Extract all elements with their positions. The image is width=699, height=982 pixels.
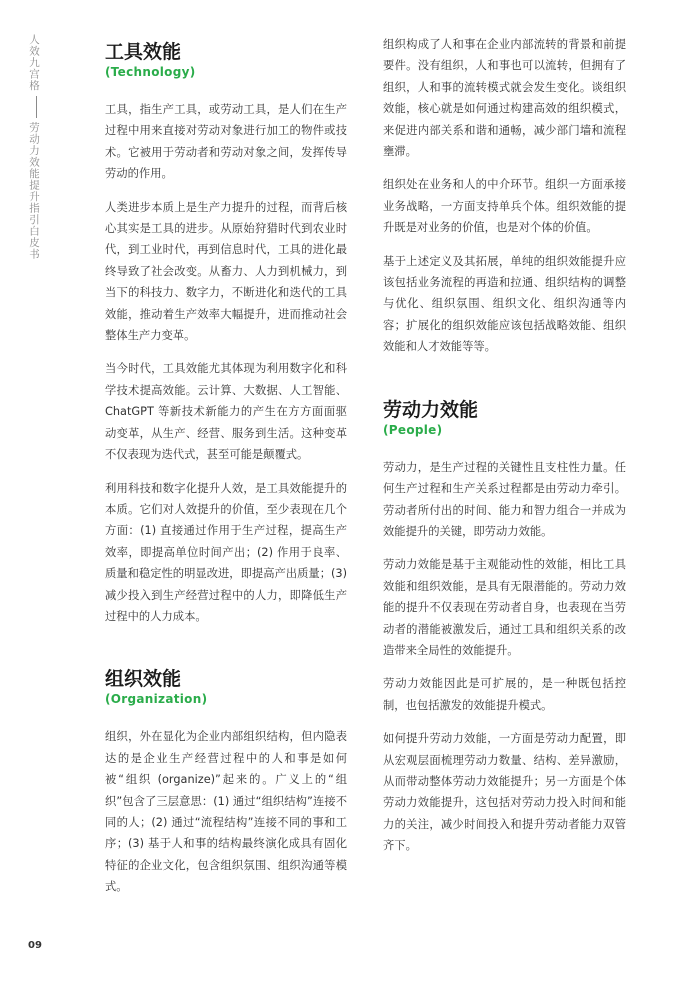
section-organization-continued (383, 34, 626, 358)
section-organization (105, 661, 347, 897)
paragraph: 组织，外在显化为企业内部组织结构，但内隐表达的是企业生产经营过程中的人和事是如何被“组织 (organize)”起来的。广义上的“组织”包含了三层意思：(1) 通过“组织结构”连接不同的人；(2) 通过“流程结构”连接不同的事和工序；(3) 基于人和事的结构最终演化成具有固化特征的企业文化，包含组织氛围、组织沟通等模式。 (105, 730, 347, 894)
sidebar-brand: 人效九宫格 (28, 34, 40, 92)
section-technology (105, 34, 347, 627)
paragraph: 如何提升劳动力效能，一方面是劳动力配置，即从宏观层面梳理劳动力数量、结构、差异激励，从而带动整体劳动力效能提升；另一方面是个体劳动力效能提升，这包括对劳动力投入时间和能力的关注，减少时间投入和提升劳动者能力双管齐下。 (383, 732, 626, 853)
section-title: 组织效能 (105, 668, 182, 691)
section-subtitle: (People) (383, 422, 443, 437)
paragraph: 组织构成了人和事在企业内部流转的背景和前提要件。没有组织，人和事也可以流转，但拥有了组织，人和事的流转模式就会发生变化。谈组织效能，核心就是如何通过构建高效的组织模式，来促进内部关系和谐和通畅，减少部门墙和流程壅滞。 (383, 38, 626, 159)
paragraph: 劳动力效能因此是可扩展的，是一种既包括控制，也包括激发的效能提升模式。 (383, 677, 626, 712)
right-column (383, 34, 626, 869)
page-number: 09 (28, 940, 42, 951)
section-subtitle: (Organization) (105, 692, 208, 707)
paragraph: 劳动力效能是基于主观能动性的效能，相比工具效能和组织效能，是具有无限潜能的。劳动力效能的提升不仅表现在劳动者自身，也表现在当劳动者的潜能被激发后，通过工具和组织关系的改造带来全局性的效能提升。 (383, 558, 626, 657)
section-people (383, 392, 626, 857)
paragraph: 工具，指生产工具，或劳动工具，是人们在生产过程中用来直接对劳动对象进行加工的物件或技术。它被用于劳动者和劳动对象之间，发挥传导劳动的作用。 (105, 103, 347, 181)
sidebar (28, 34, 44, 260)
paragraph: 基于上述定义及其拓展，单纯的组织效能提升应该包括业务流程的再造和拉通、组织结构的调整与优化、组织氛围、组织文化、组织沟通等内容；扩展化的组织效能应该包括战略效能、组织效能和人才效能等等。 (383, 254, 626, 354)
paragraph: 利用科技和数字化提升人效，是工具效能提升的本质。它们对人效提升的价值，至少表现在几个方面：(1) 直接通过作用于生产过程，提高生产效率，即提高单位时间产出；(2) 作用于良率、质量和稳定性的明显改进，即提高产出质量；(3) 减少投入到生产经营过程中的人力，即降低生产过程中的人力成本。 (105, 481, 347, 623)
sidebar-divider (36, 96, 37, 118)
section-subtitle: (Technology) (105, 65, 196, 79)
section-title: 劳动力效能 (383, 398, 479, 421)
sidebar-title: 劳动力效能提升指引白皮书 (28, 121, 40, 260)
paragraph: 当今时代，工具效能尤其体现为利用数字化和科学技术提高效能。云计算、大数据、人工智能、ChatGPT 等新技术新能力的产生在方方面面驱动变革，从生产、经营、服务到生活。这种变革不仅表现为迭代式，甚至可能是颠覆式。 (105, 362, 347, 462)
paragraph: 人类进步本质上是生产力提升的过程，而背后核心其实是工具的进步。从原始狩猎时代到农业时代，到工业时代，再到信息时代，工具的进化最终导致了社会改变。从畜力、人力到机械力，到当下的科技力、数字力，不断进化和迭代的工具效能，推动着生产效率大幅提升，进而推动社会整体生产力变革。 (105, 200, 347, 343)
left-column (105, 34, 347, 910)
paragraph: 劳动力，是生产过程的关键性且支柱性力量。任何生产过程和生产关系过程都是由劳动力牵引。劳动者所付出的时间、能力和智力组合一并成为效能提升的关键，即劳动力效能。 (383, 460, 626, 538)
paragraph: 组织处在业务和人的中介环节。组织一方面承接业务战略，一方面支持单兵个体。组织效能的提升既是对业务的价值，也是对个体的价值。 (383, 178, 626, 235)
section-title: 工具效能 (105, 41, 182, 63)
